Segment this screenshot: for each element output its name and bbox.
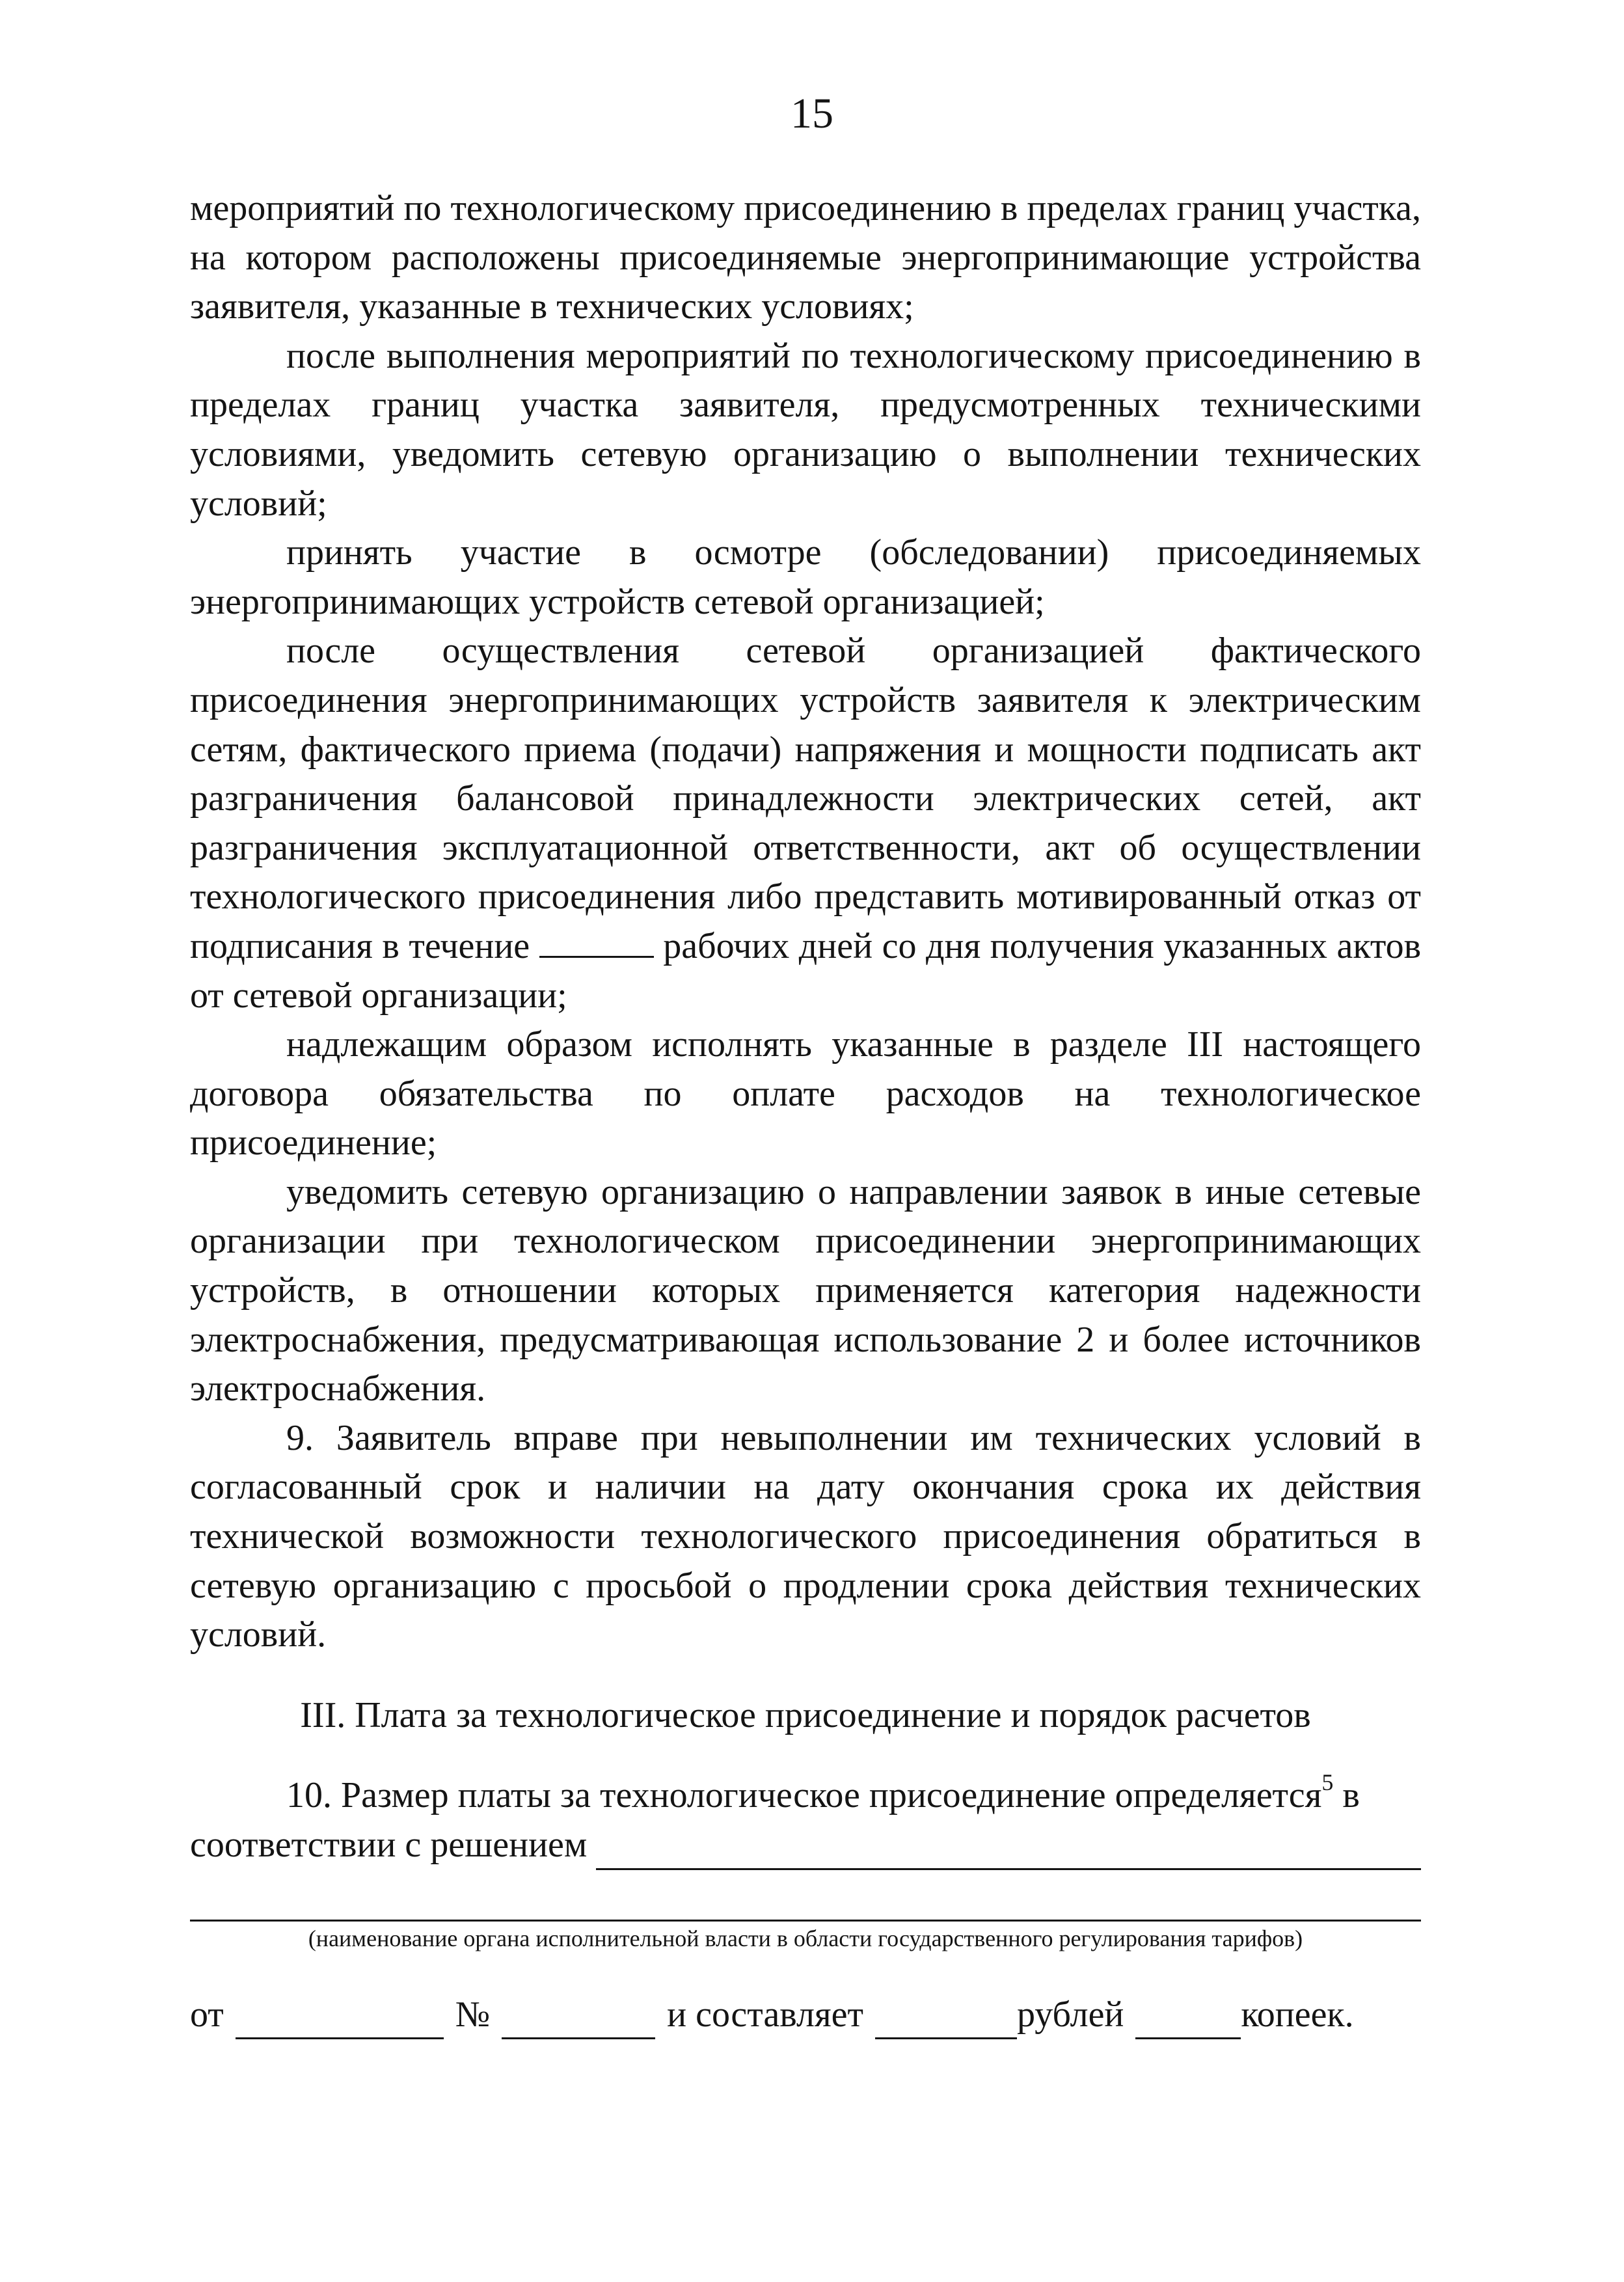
number-sign: № (455, 1994, 491, 2035)
rubles-blank[interactable] (875, 2005, 1017, 2039)
rubles-label: рублей (1017, 1994, 1124, 2035)
clause-10-text-end: в (1342, 1775, 1360, 1816)
footnote-mark: 5 (1321, 1769, 1334, 1796)
decision-line (190, 1821, 1421, 1870)
paragraph-fulfill-payment: надлежащим образом исполнять указанные в разделе III настоящего договора обязательства по оплате расходов на технологическое присоединение; (190, 1024, 1421, 1163)
sign-acts-text-after: рабочих дней со дня получения указанных актов от сетевой организации; (190, 925, 1422, 1016)
from-label: от (190, 1994, 224, 2035)
working-days-blank[interactable] (539, 923, 654, 958)
paragraph-notify-network: после выполнения мероприятий по технологическому присоединению в пределах границ участка заявителя, предусмотренных техническими условиями, уведомить сетевую организацию о выполнении технических условий; (190, 335, 1421, 524)
paragraph-notify-other-networks: уведомить сетевую организацию о направлении заявок в иные сетевые организации при технологическом присоединении энергопринимающих устройств, в отношении которых применяется категория надежности электроснабжения, предусматривающая использование 2 и более источников электроснабжения. (190, 1171, 1421, 1409)
date-blank[interactable] (236, 2005, 444, 2039)
kopecks-blank[interactable] (1135, 2005, 1241, 2039)
sign-acts-text-before: после осуществления сетевой организацией фактического присоединения энергопринимающих устройств заявителя к электрическим сетям, фактического приема (подачи) напряжения и мощности подписать акт разграничения балансовой принадлежности электрических сетей, акт разграничения эксплуатационной ответственности, акт об осуществлении технологического присоединения либо представить мотивированный отказ от подписания в течение (190, 631, 1421, 966)
page-number: 15 (791, 90, 833, 137)
decision-label: соответствии с решением (190, 1825, 588, 1865)
authority-caption: (наименование органа исполнительной власти в области государственного регулирования тарифов) (308, 1925, 1303, 1951)
amount-label: и составляет (667, 1994, 863, 2035)
decision-number-blank[interactable] (502, 2005, 655, 2039)
paragraph-participate-inspection: принять участие в осмотре (обследовании) присоединяемых энергопринимающих устройств сетевой организацией; (190, 532, 1421, 622)
kopecks-label: копеек. (1241, 1994, 1354, 2035)
authority-name-blank[interactable] (190, 1920, 1421, 1922)
amount-line (190, 1990, 1421, 2040)
paragraph-obligation-continuation: мероприятий по технологическому присоединению в пределах границ участка, на котором расположены присоединяемые энергопринимающие устройства заявителя, указанные в технических условиях; (190, 188, 1421, 327)
clause-9: 9. Заявитель вправе при невыполнении им технических условий в согласованный срок и наличии на дату окончания срока их действия технической возможности технологического присоединения обратиться в сетевую организацию с просьбой о продлении срока действия технических условий. (190, 1417, 1421, 1655)
section-heading-payment: III. Плата за технологическое присоединение и порядок расчетов (300, 1694, 1311, 1735)
clause-10 (190, 1771, 1421, 1821)
document-body (190, 184, 1421, 2039)
clause-10-text: 10. Размер платы за технологическое присоединение определяется (286, 1775, 1322, 1816)
paragraph-sign-acts (190, 627, 1421, 1020)
decision-blank[interactable] (596, 1836, 1421, 1870)
